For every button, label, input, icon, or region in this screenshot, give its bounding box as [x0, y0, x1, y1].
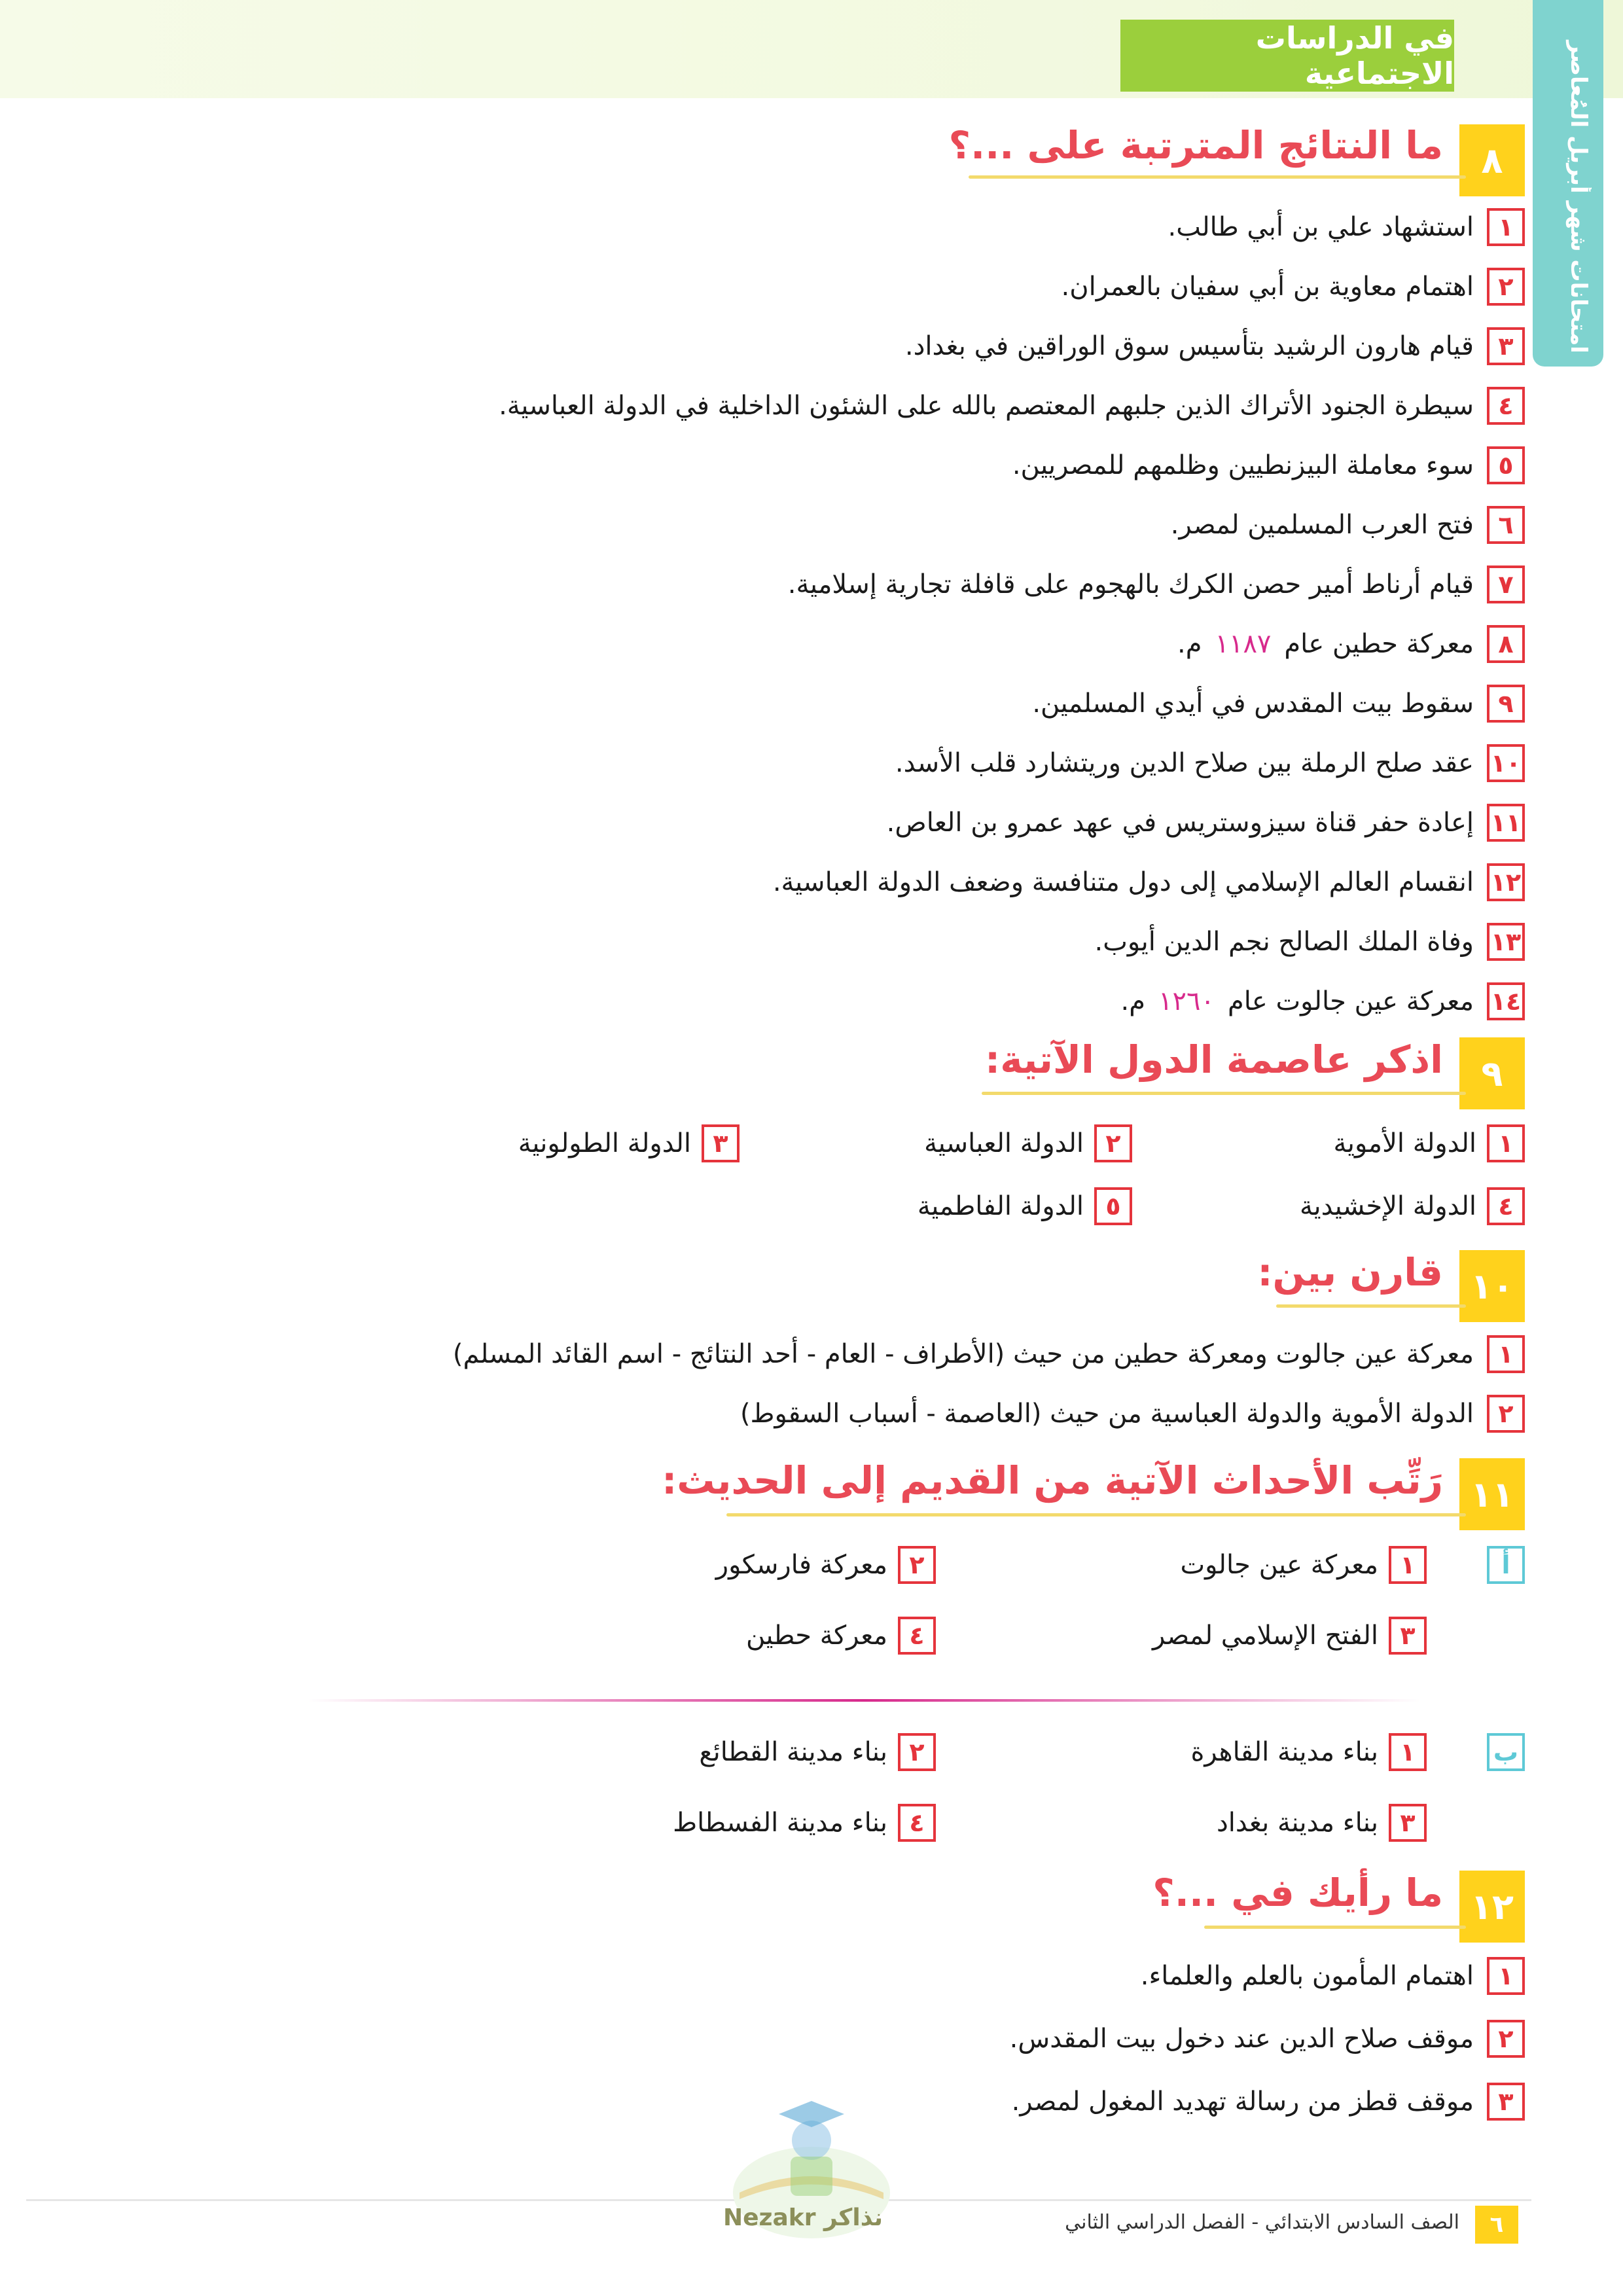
order-item	[673, 1804, 936, 1842]
item-number: ٩	[1487, 685, 1525, 723]
item-number: ١	[1487, 1957, 1525, 1995]
section-8-item	[1095, 923, 1525, 961]
item-text: الدولة الأموية	[1333, 1128, 1476, 1158]
item-text: الدولة الأموية والدولة العباسية من حيث (العاصمة - أسباب السقوط)	[740, 1399, 1474, 1429]
section-8-item	[788, 565, 1525, 603]
section-9-title: اذكر عاصمة الدول الآتية:	[985, 1037, 1443, 1082]
section-9-number: ٩	[1459, 1037, 1525, 1109]
item-text: الدولة الطولونية	[518, 1128, 691, 1158]
item-text: الدولة الإخشيدية	[1300, 1191, 1476, 1221]
section-11-number: ١١	[1459, 1458, 1525, 1530]
capital-item	[1333, 1124, 1525, 1162]
item-number: ١	[1487, 1335, 1525, 1373]
item-number: ١	[1487, 1124, 1525, 1162]
item-text: الدولة الفاطمية	[917, 1191, 1084, 1221]
item-text: إعادة حفر قناة سيزوستريس في عهد عمرو بن العاص.	[886, 808, 1474, 838]
item-text: بناء مدينة القطائع	[699, 1737, 887, 1767]
item-suffix: م.	[1177, 629, 1202, 659]
item-number: ٢	[1094, 1124, 1132, 1162]
section-8-item	[905, 327, 1525, 365]
item-number: ٤	[898, 1617, 936, 1655]
section-10-number: ١٠	[1459, 1250, 1525, 1322]
section-8-item	[1012, 446, 1525, 484]
section-12-number: ١٢	[1459, 1871, 1525, 1943]
item-number: ٣	[1389, 1617, 1427, 1655]
item-number: ٥	[1094, 1187, 1132, 1225]
item-text: قيام أرناط أمير حصن الكرك بالهجوم على قافلة تجارية إسلامية.	[787, 569, 1474, 600]
item-text: موقف صلاح الدين عند دخول بيت المقدس.	[1009, 2024, 1474, 2054]
group-b-label: ب	[1487, 1733, 1525, 1771]
section-11-underline	[726, 1513, 1466, 1516]
order-item	[1180, 1546, 1427, 1584]
item-number: ٦	[1487, 506, 1525, 544]
section-10-item	[740, 1395, 1525, 1433]
logo-text: Nezakr نذاكر	[723, 2204, 883, 2231]
item-number: ٣	[1487, 327, 1525, 365]
section-8-number: ٨	[1459, 124, 1525, 196]
section-12-title: ما رأيك في ...؟	[1152, 1871, 1443, 1915]
section-10-item	[453, 1335, 1525, 1373]
capital-item	[918, 1187, 1132, 1225]
item-number: ١٠	[1487, 744, 1525, 782]
section-8-item	[1168, 208, 1525, 246]
item-text: بناء مدينة القاهرة	[1190, 1737, 1378, 1767]
item-text: اهتمام المأمون بالعلم والعلماء.	[1140, 1961, 1474, 1991]
section-8-item	[1032, 685, 1525, 723]
item-number: ٣	[1389, 1804, 1427, 1842]
item-text: معركة عين جالوت	[1180, 1550, 1378, 1580]
section-8-item	[1171, 506, 1525, 544]
item-number: ٣	[702, 1124, 740, 1162]
item-suffix: م.	[1120, 986, 1145, 1016]
item-text: قيام هارون الرشيد بتأسيس سوق الوراقين في بغداد.	[904, 331, 1474, 361]
item-text: سقوط بيت المقدس في أيدي المسلمين.	[1032, 689, 1474, 719]
item-number: ٤	[898, 1804, 936, 1842]
item-number: ٢	[898, 1733, 936, 1771]
item-year: ١١٨٧	[1215, 629, 1272, 659]
item-number: ٢	[898, 1546, 936, 1584]
item-text: فتح العرب المسلمين لمصر.	[1170, 510, 1474, 540]
footer-text: الصف السادس الابتدائي - الفصل الدراسي الثاني	[1065, 2211, 1459, 2234]
section-10-title: قارن بين:	[1257, 1250, 1443, 1295]
item-number: ١٤	[1487, 982, 1525, 1020]
item-number: ١	[1389, 1546, 1427, 1584]
page-number: ٦	[1475, 2206, 1518, 2244]
item-number: ٤	[1487, 1187, 1525, 1225]
order-item	[746, 1617, 936, 1655]
item-number: ٢	[1487, 1395, 1525, 1433]
section-12-underline	[1204, 1926, 1466, 1929]
group-a-label: أ	[1487, 1546, 1525, 1584]
item-text: معركة عين جالوت ومعركة حطين من حيث (الأطراف - العام - أحد النتائج - اسم القائد المسلم)	[452, 1339, 1474, 1369]
section-10-underline	[1276, 1304, 1466, 1308]
item-text: سوء معاملة البيزنطيين وظلمهم للمصريين.	[1012, 450, 1474, 480]
section-12-item	[1010, 2020, 1525, 2058]
section-8-item	[1061, 268, 1525, 306]
section-9-underline	[982, 1092, 1466, 1095]
item-number: ٣	[1487, 2083, 1525, 2121]
item-text: معركة فارسكور	[715, 1550, 887, 1580]
group-divider	[308, 1699, 1420, 1702]
item-number: ١	[1487, 208, 1525, 246]
item-text: معركة حطين	[745, 1621, 887, 1651]
item-number: ١١	[1487, 804, 1525, 842]
capital-item	[1300, 1187, 1525, 1225]
item-text: موقف قطز من رسالة تهديد المغول لمصر.	[1011, 2087, 1474, 2117]
section-8-item	[1121, 982, 1525, 1020]
item-text: معركة عين جالوت عام	[1227, 986, 1474, 1016]
section-11-title: رَتِّب الأحداث الآتية من القديم إلى الحديث:	[662, 1458, 1443, 1503]
item-year: ١٢٦٠	[1158, 986, 1215, 1016]
item-number: ٥	[1487, 446, 1525, 484]
order-item	[716, 1546, 936, 1584]
side-tab-text: امتحانات شهر أبريل المُعاصر	[1565, 41, 1592, 353]
order-item	[1217, 1804, 1427, 1842]
section-8-title: ما النتائج المترتبة على ...؟	[948, 123, 1443, 168]
page-header-title: في الدراسات الاجتماعية	[1120, 20, 1454, 92]
item-text: سيطرة الجنود الأتراك الذين جلبهم المعتصم بالله على الشئون الداخلية في الدولة العباسية.	[499, 391, 1474, 421]
item-text: استشهاد علي بن أبي طالب.	[1168, 212, 1474, 242]
item-number: ٢	[1487, 2020, 1525, 2058]
item-text: بناء مدينة الفسطاط	[673, 1808, 887, 1838]
item-number: ٤	[1487, 387, 1525, 425]
item-text: انقسام العالم الإسلامي إلى دول متنافسة وضعف الدولة العباسية.	[772, 867, 1474, 897]
item-text: وفاة الملك الصالح نجم الدين أيوب.	[1094, 927, 1474, 957]
section-12-item	[1141, 1957, 1525, 1995]
section-8-item	[887, 804, 1525, 842]
item-number: ٢	[1487, 268, 1525, 306]
section-8-underline	[969, 175, 1466, 179]
item-text: الفتح الإسلامي لمصر	[1152, 1621, 1378, 1651]
section-8-item	[1177, 625, 1525, 663]
capital-item	[924, 1124, 1132, 1162]
item-text: بناء مدينة بغداد	[1216, 1808, 1378, 1838]
capital-item	[518, 1124, 740, 1162]
section-8-item	[499, 387, 1525, 425]
item-text: اهتمام معاوية بن أبي سفيان بالعمران.	[1061, 272, 1474, 302]
nezakr-logo-icon	[713, 2094, 910, 2265]
item-text: الدولة العباسية	[924, 1128, 1084, 1158]
item-number: ٧	[1487, 565, 1525, 603]
item-text: عقد صلح الرملة بين صلاح الدين وريتشارد قلب الأسد.	[895, 748, 1474, 778]
order-item	[1152, 1617, 1427, 1655]
item-text: معركة حطين عام	[1284, 629, 1474, 659]
order-item	[1190, 1733, 1427, 1771]
item-number: ٨	[1487, 625, 1525, 663]
section-12-item	[1012, 2083, 1525, 2121]
order-item	[699, 1733, 936, 1771]
item-number: ١	[1389, 1733, 1427, 1771]
item-number: ١٣	[1487, 923, 1525, 961]
section-8-item	[773, 863, 1525, 901]
item-number: ١٢	[1487, 863, 1525, 901]
section-8-item	[895, 744, 1525, 782]
